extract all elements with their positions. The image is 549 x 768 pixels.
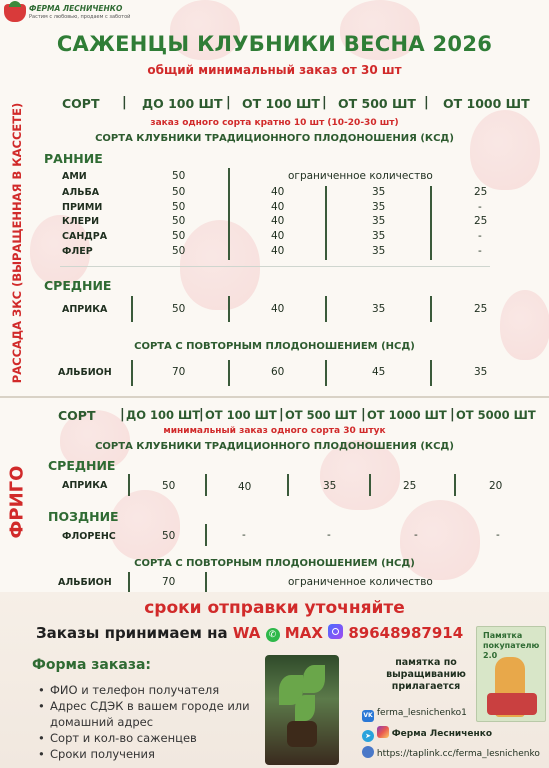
- zks-header-sort: СОРТ: [62, 96, 100, 111]
- price-cell: 50: [172, 170, 186, 182]
- memo-booklet-title: Памятка покупателю 2.0: [483, 631, 540, 660]
- price-cell: 20: [489, 480, 503, 492]
- zks-col-line: [430, 296, 432, 322]
- list-item: • ФИО и телефон получателя: [38, 682, 263, 698]
- zks-ksd-title: СОРТА КЛУБНИКИ ТРАДИЦИОННОГО ПЛОДОНОШЕНИЯ (КСД): [95, 133, 454, 144]
- zks-col-line: [325, 296, 327, 322]
- zks-header-col2: ОТ 100 ШТ: [242, 96, 320, 111]
- price-cell: 50: [172, 303, 186, 315]
- brand-name: ФЕРМА ЛЕСНИЧЕНКО: [29, 4, 123, 13]
- zks-header-col1: ДО 100 ШТ: [142, 96, 223, 111]
- price-cell: -: [478, 230, 482, 242]
- zks-col-line: [131, 296, 133, 322]
- zks-nsd-title: СОРТА С ПОВТОРНЫМ ПЛОДОНОШЕНИЕМ (НСД): [134, 341, 415, 352]
- price-cell: 50: [172, 230, 186, 242]
- page-subtitle: общий минимальный заказ от 30 шт: [147, 63, 402, 77]
- leaf-shape: [303, 665, 325, 693]
- limited-quantity-text: ограниченное количество: [288, 170, 433, 182]
- price-cell: 25: [403, 480, 417, 492]
- price-cell: 50: [172, 245, 186, 257]
- frigo-col-line: [287, 474, 289, 496]
- price-cell: 25: [474, 186, 488, 198]
- price-cell: 45: [372, 366, 386, 378]
- zks-mid-label: СРЕДНИЕ: [44, 278, 112, 293]
- variety-name: АЛЬБА: [62, 187, 100, 198]
- variety-name: ФЛОРЕНС: [62, 531, 116, 542]
- zks-note: заказ одного сорта кратно 10 шт (10-20-30 шт): [150, 118, 399, 128]
- zks-col-line: [228, 296, 230, 322]
- max-messenger-icon[interactable]: [328, 624, 343, 639]
- memo-note: памятка по выращиванию прилагается: [386, 657, 466, 692]
- variety-name: КЛЕРИ: [62, 216, 100, 227]
- zks-col-line: [228, 360, 230, 386]
- zks-col-line: [325, 360, 327, 386]
- background-strawberry: [180, 220, 260, 310]
- row-divider: [60, 266, 490, 267]
- variety-name: АПРИКА: [62, 480, 108, 491]
- seedling-photo: [265, 655, 339, 765]
- page-title: САЖЕНЦЫ КЛУБНИКИ ВЕСНА 2026: [56, 32, 493, 56]
- frigo-col-line: [205, 474, 207, 496]
- frigo-nsd-title: СОРТА С ПОВТОРНЫМ ПЛОДОНОШЕНИЕМ (НСД): [134, 558, 415, 569]
- frigo-col-line: [454, 474, 456, 496]
- price-cell: -: [414, 529, 418, 541]
- price-cell: 70: [162, 576, 176, 588]
- zks-header-sep: |: [226, 95, 231, 110]
- price-cell: 50: [162, 480, 176, 492]
- zks-col-line: [228, 168, 230, 260]
- price-cell: 35: [474, 366, 488, 378]
- section-divider: [0, 396, 549, 398]
- zks-header-col4: ОТ 1000 ШТ: [443, 96, 530, 111]
- price-cell: 35: [372, 201, 386, 213]
- phone-number[interactable]: 89648987914: [348, 624, 464, 642]
- price-cell: 35: [372, 230, 386, 242]
- tg-ig-handle: Ферма Лесниченко: [391, 729, 493, 739]
- frigo-col-line: [128, 572, 130, 592]
- strawberry-basket: [487, 693, 537, 715]
- price-cell: 50: [172, 201, 186, 213]
- frigo-col-line: [205, 524, 207, 546]
- max-label: MAX: [284, 624, 323, 642]
- price-cell: -: [478, 245, 482, 257]
- root-ball: [287, 721, 317, 747]
- zks-col-line: [430, 360, 432, 386]
- price-cell: 50: [172, 215, 186, 227]
- variety-name: АЛЬБИОН: [58, 367, 112, 378]
- price-cell: -: [242, 529, 246, 541]
- memo-booklet-image: [476, 626, 546, 722]
- logo-leaf: [9, 1, 21, 7]
- price-cell: 35: [372, 186, 386, 198]
- frigo-header-col3: ОТ 500 ШТ: [285, 408, 357, 422]
- price-cell: 35: [372, 215, 386, 227]
- background-strawberry: [110, 490, 180, 560]
- brand-tagline: Растим с любовью, продаем с заботой: [29, 14, 131, 20]
- price-cell: 60: [271, 366, 285, 378]
- zks-side-label: РАССАДА ЗКС (ВЫРАЩЕННАЯ В КАССЕТЕ): [10, 102, 24, 383]
- zks-col-line: [430, 186, 432, 260]
- frigo-side-label: ФРИГО: [6, 465, 28, 539]
- price-cell: 50: [172, 186, 186, 198]
- variety-name: ФЛЕР: [62, 246, 93, 257]
- price-cell: 35: [372, 303, 386, 315]
- shipping-note: сроки отправки уточняйте: [144, 598, 405, 618]
- price-cell: 40: [238, 481, 252, 493]
- variety-name: ПРИМИ: [62, 202, 103, 213]
- frigo-header-sep: |: [120, 407, 125, 422]
- frigo-header-col4: ОТ 1000 ШТ: [367, 408, 447, 422]
- price-cell: -: [496, 529, 500, 541]
- vk-icon: VK: [362, 710, 374, 722]
- frigo-header-sep: |: [279, 407, 284, 422]
- price-cell: 40: [271, 245, 285, 257]
- price-cell: -: [478, 201, 482, 213]
- frigo-header-col5: ОТ 5000 ШТ: [456, 408, 536, 422]
- price-cell: -: [327, 529, 331, 541]
- vk-link[interactable]: [362, 708, 467, 722]
- frigo-header-sort: СОРТ: [58, 408, 96, 423]
- price-cell: 40: [271, 215, 285, 227]
- price-cell: 25: [474, 215, 488, 227]
- limited-quantity-text: ограниченное количество: [288, 576, 433, 588]
- instagram-icon: [377, 726, 389, 738]
- frigo-mid-label: СРЕДНИЕ: [48, 458, 116, 473]
- globe-icon: [362, 746, 374, 758]
- frigo-col-line: [369, 474, 371, 496]
- taplink-url: https://taplink.cc/ferma_lesnichenko: [376, 749, 540, 759]
- zks-col-line: [325, 186, 327, 260]
- order-form-list: [38, 682, 263, 762]
- zks-header-sep: |: [424, 95, 429, 110]
- frigo-header-sep: |: [450, 407, 455, 422]
- price-cell: 25: [474, 303, 488, 315]
- zks-header-sep: |: [122, 95, 127, 110]
- telegram-icon: ➤: [362, 730, 374, 742]
- variety-name: АМИ: [62, 171, 87, 182]
- orders-line: [36, 624, 463, 642]
- telegram-instagram-link[interactable]: [362, 726, 492, 742]
- price-cell: 50: [162, 530, 176, 542]
- vk-handle: ferma_lesnichenko1: [376, 708, 467, 718]
- frigo-header-sep: |: [199, 407, 204, 422]
- frigo-header-col2: ОТ 100 ШТ: [205, 408, 277, 422]
- price-cell: 40: [271, 186, 285, 198]
- list-item: • Адрес СДЭК в вашем городе или домашний адрес: [38, 698, 263, 730]
- price-cell: 35: [372, 245, 386, 257]
- frigo-ksd-title: СОРТА КЛУБНИКИ ТРАДИЦИОННОГО ПЛОДОНОШЕНИЯ (КСД): [95, 441, 454, 452]
- order-form-title: Форма заказа:: [32, 657, 151, 673]
- list-item: • Сроки получения: [38, 746, 263, 762]
- variety-name: САНДРА: [62, 231, 108, 242]
- price-cell: 40: [271, 230, 285, 242]
- frigo-col-line: [205, 572, 207, 592]
- zks-col-line: [131, 360, 133, 386]
- variety-name: АПРИКА: [62, 304, 108, 315]
- leaf-shape: [295, 695, 315, 721]
- variety-name: АЛЬБИОН: [58, 577, 112, 588]
- frigo-note: минимальный заказ одного сорта 30 штук: [163, 426, 386, 436]
- price-cell: 70: [172, 366, 186, 378]
- orders-prefix: Заказы принимаем на: [36, 624, 228, 642]
- zks-header-sep: |: [322, 95, 327, 110]
- price-cell: 35: [323, 480, 337, 492]
- wa-label: WA: [232, 624, 261, 642]
- list-item: • Сорт и кол-во саженцев: [38, 730, 263, 746]
- whatsapp-icon[interactable]: ✆: [266, 628, 280, 642]
- zks-early-label: РАННИЕ: [44, 151, 103, 166]
- frigo-late-label: ПОЗДНИЕ: [48, 509, 119, 524]
- price-cell: 40: [271, 303, 285, 315]
- frigo-header-col1: ДО 100 ШТ: [126, 408, 201, 422]
- zks-header-col3: ОТ 500 ШТ: [338, 96, 416, 111]
- frigo-col-line: [128, 474, 130, 496]
- taplink-link[interactable]: [362, 746, 540, 759]
- price-cell: 40: [271, 201, 285, 213]
- frigo-header-sep: |: [361, 407, 366, 422]
